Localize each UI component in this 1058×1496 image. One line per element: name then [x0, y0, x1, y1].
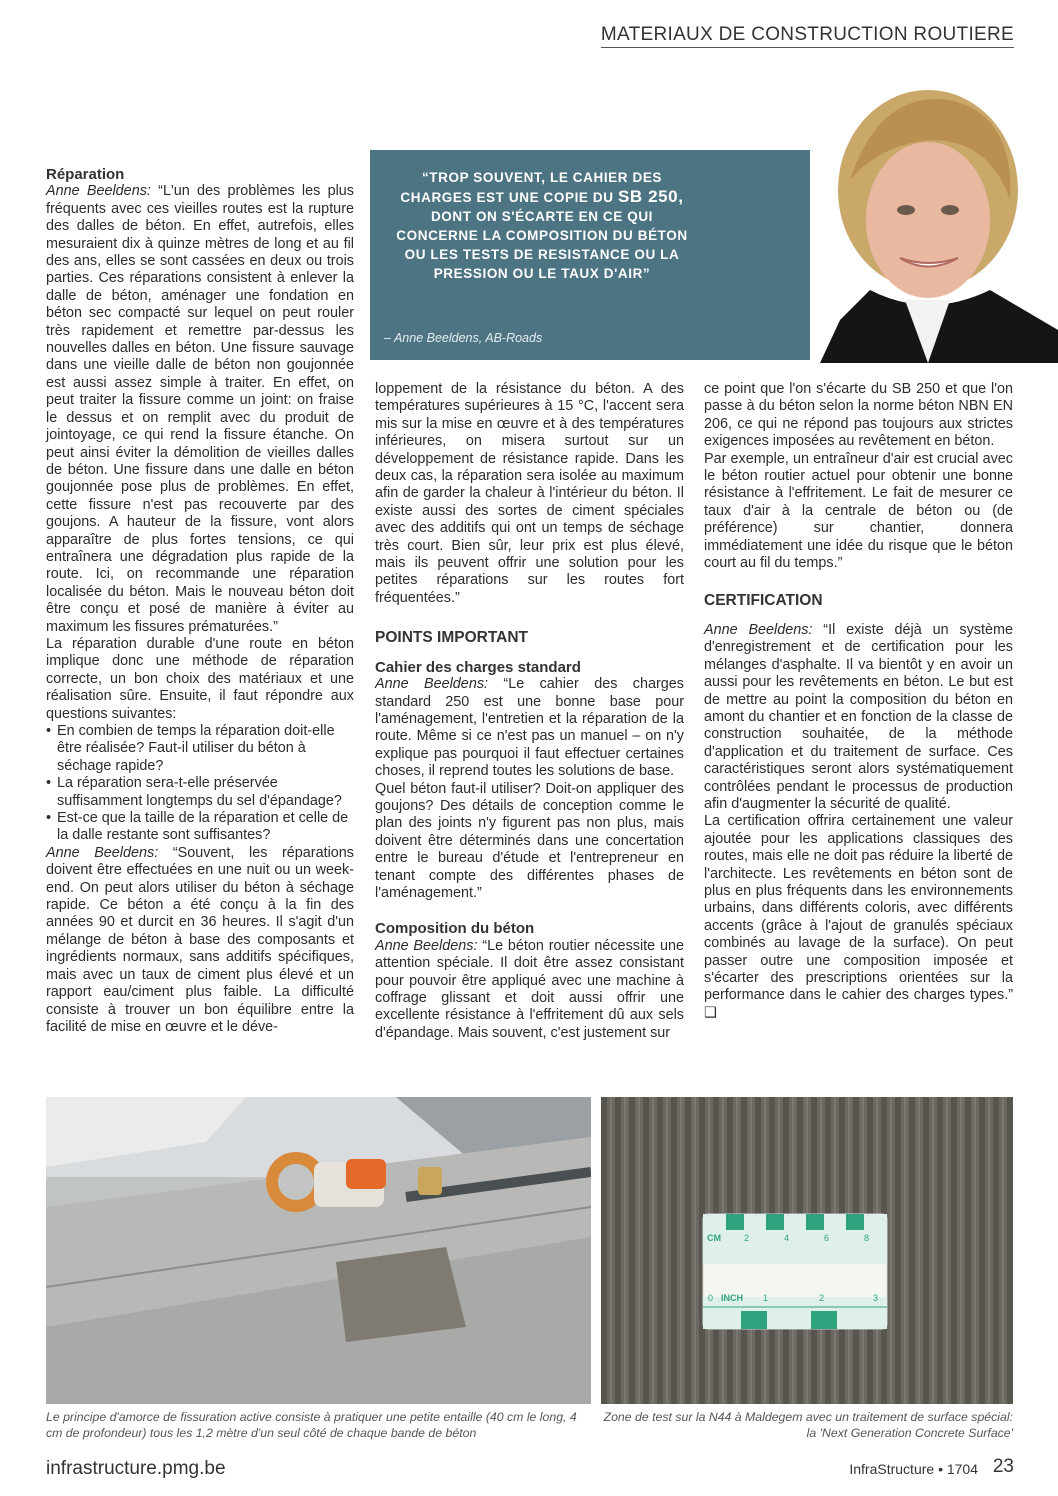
paragraph: Par exemple, un entraîneur d'air est crucial avec le béton routier actuel pour obtenir une bonne résistance à l'effritement. Le fait de mesurer ce taux d'air à la centrale de béton ou (de préférence) sur chantier, donnera immédiatement une idée du risque que le béton court au fil du temps.” [704, 450, 1013, 572]
paragraph: La réparation durable d'une route en béton implique donc une méthode de réparation correcte, un bon choix des matériaux et une réalisation sûre. Ensuite, il faut répondre aux questions suivantes: [46, 635, 354, 722]
ruler-in-tick: 0 [708, 1293, 714, 1303]
footer-magazine-issue: InfraStructure • 1704 [849, 1461, 978, 1477]
section-header: MATERIAUX DE CONSTRUCTION ROUTIERE [601, 24, 1014, 48]
speaker-name: Anne Beeldens: [46, 183, 151, 200]
pull-quote-author: – Anne Beeldens, AB-Roads [384, 331, 543, 345]
list-item: • La réparation sera-t-elle préservée suffisamment longtemps du sel d'épandage? [46, 775, 354, 810]
speaker-name: Anne Beeldens: [375, 676, 489, 693]
article-column-1 [46, 166, 354, 1036]
portrait-photo [800, 70, 1058, 363]
pull-quote-part2: DONT ON S'ÉCARTE EN CE QUI CONCERNE LA COMPOSITION DU BÉTON OU LES TESTS DE RESISTANCE OU LA PRESSION OU LE TAUX D'AIR” [396, 209, 688, 281]
concrete-saw-photo [46, 1097, 591, 1404]
speaker-name: Anne Beeldens: [704, 621, 813, 638]
ruler-in-tick: 2 [819, 1293, 825, 1303]
paragraph-text: “Il existe déjà un système d'enregistrement et de certification pour les mélanges d'asphalte. Il va bientôt y en avoir un aussi pour les revêtements en béton. Le but est de mettre au point la composition du béton en amont du chantier et en fonction de la classe de construction souhaitée, de la méthode d'application et du traitement de surface. Ces caractéristiques seront alors systématiquement contrôlées pendant le processus de production afin d'augmenter la sécurité de qualité. [704, 621, 1013, 812]
paragraph-text: “Le cahier des charges standard 250 est une bonne base pour l'aménagement, l'entretien et la réparation de la route. Même si ce n'est pas un manuel – on n'y explique pas pourquoi il faut effectuer certaines choses, il reprend toutes les solutions de base. [375, 676, 684, 780]
footer-website-link[interactable]: infrastructure.pmg.be [46, 1458, 226, 1479]
concrete-surface-photo [601, 1097, 1013, 1404]
paragraph [46, 845, 354, 1036]
pull-quote [392, 168, 692, 283]
paragraph: loppement de la résistance du béton. A des températures supérieures à 15 °C, l'accent sera mis sur la mise en œuvre et à des températures inférieures, on misera surtout sur un développement de résistance rapide. Dans les deux cas, la réparation sera isolée au maximum afin de garder la chaleur à l'intérieur du béton. Il existe aussi des sortes de ciment spéciales avec des additifs qui ont un temps de séchage très court. Bien sûr, leur prix est plus élevé, mais ils peuvent offrir une solution pour les petites réparations sur les routes fort fréquentées.” [375, 381, 684, 606]
photo-caption-1: Le principe d'amorce de fissuration active consiste à pratiquer une petite entaille (40 cm le long, 4 cm de profondeur) tous les 1,2 mètre d'un seul côté de chaque bande de béton [46, 1410, 577, 1440]
heading-reparation: Réparation [46, 166, 125, 183]
question-list [46, 723, 354, 845]
paragraph: Quel béton faut-il utiliser? Doit-on appliquer des goujons? Des détails de conception comme le plan des joints n'y figurent pas non plus, mais doivent être déterminés dans une concertation entre le bureau d'étude et l'entrepreneur en tenant compte des différentes phases de l'aménagement.” [375, 780, 684, 901]
paragraph [375, 676, 684, 780]
pull-quote-part1: “TROP SOUVENT, LE CAHIER DES CHARGES EST UNE COPIE DU [400, 170, 663, 205]
pull-quote-emphasis: SB 250, [617, 187, 684, 206]
paragraph [375, 938, 684, 1042]
ruler-inch-label: INCH [721, 1293, 743, 1303]
ruler-cm-tick: 2 [744, 1233, 750, 1243]
subheading-cahier: Cahier des charges standard [375, 658, 581, 676]
article-column-2 [375, 381, 684, 1042]
list-item: • En combien de temps la réparation doit-elle être réalisée? Faut-il utiliser du béton à séchage rapide? [46, 723, 354, 775]
ruler-in-tick: 1 [763, 1293, 769, 1303]
paragraph [704, 622, 1013, 813]
heading-points-important: POINTS IMPORTANT [375, 629, 528, 647]
ruler-cm-tick: 8 [864, 1233, 870, 1243]
subheading-composition: Composition du béton [375, 920, 535, 938]
ruler-cm-tick: 4 [784, 1233, 790, 1243]
paragraph [46, 183, 354, 636]
paragraph-text: “Le béton routier nécessite une attention spéciale. Il doit être assez consistant pour pouvoir être appliqué avec une machine à coffrage glissant et doit aussi offrir une excellente résistance à l'effritement dû aux sels d'épandage. Mais souvent, c'est justement sur [375, 937, 684, 1041]
ruler-in-tick: 3 [873, 1293, 879, 1303]
list-item: • Est-ce que la taille de la réparation et celle de la dalle restante sont suffisantes? [46, 810, 354, 845]
ruler-cm-tick: 6 [824, 1233, 830, 1243]
page-number: 23 [992, 1456, 1014, 1477]
photo-caption-2: Zone de test sur la N44 à Maldegem avec un traitement de surface spécial: la 'Next Generation Concrete Surface' [603, 1410, 1013, 1440]
paragraph: ce point que l'on s'écarte du SB 250 et que l'on passe à du béton selon la norme béton NBN EN 206, ce qui ne répond pas toujours aux strictes exigences imposées au revêtement en béton. [704, 381, 1013, 450]
heading-certification: CERTIFICATION [704, 592, 823, 610]
speaker-name: Anne Beeldens: [375, 937, 478, 954]
paragraph-text: “L'un des problèmes les plus fréquents avec ces vieilles routes est la rupture des dalles de béton. En effet, autrefois, elles mesuraient dix à quinze mètres de long et au fil des ans, elles se sont cassées en deux ou trois parties. Ces réparations consistent à enlever la dalle de béton, aménager une fondation en béton sec compacté sur lequel on peut rouler très rapidement et remettre par-dessus les nouvelles dalles en béton. Une fissure sauvage dans une vieille dalle de béton non goujonnée est aussi assez simple à traiter. En effet, on peut traiter la fissure comme un joint: on fraise le dessus et on remplit avec du produit de jointoyage, ce qui rend la fissure étanche. On peut ainsi éviter la démolition de vieilles dalles de béton. Une fissure dans une dalle en béton goujonnée pose plus de problèmes. En effet, cette fissure n'est pas recouverte par des goujons. A hauteur de la fissure, vont alors apparaître de plus fortes tensions, ce qui entraînera une dégradation plus rapide de la route. Ici, on recommande une réparation localisée du béton. Mais le nouveau béton doit être conçu et posé de manière à éviter au maximum les fissures prématurées.” [46, 183, 354, 635]
ruler-cm-label: CM [707, 1233, 721, 1243]
paragraph-text: “Souvent, les réparations doivent être effectuées en une nuit ou un week-end. On peut alors utiliser du béton à séchage rapide. Ce béton a été conçu à la fin des années 90 et durcit en 36 heures. Il s'agit d'un mélange de béton à base des composants et ingrédients normaux, sans additifs spécifiques, mais avec un taux de ciment plus élevé et un rapport eau/ciment plus faible. La difficulté consiste à trouver un bon équilibre entre la facilité de mise en œuvre et le déve- [46, 844, 354, 1035]
article-column-3 [704, 381, 1013, 1022]
paragraph: La certification offrira certainement une valeur ajoutée pour les applications classiques des routes, mais elle ne doit pas réduire la liberté de l'architecte. Les revêtements en béton sont de plus en plus fréquents dans les environnements urbains, dans différents coloris, avec différents accents (grâce à l'ajout de granulés spéciaux combinés au lavage de la surface). On peut passer outre une composition imposée et s'écarter des prescriptions orientées sur la performance dans le cahier des charges types.” ❑ [704, 813, 1013, 1021]
speaker-name: Anne Beeldens: [46, 844, 159, 861]
